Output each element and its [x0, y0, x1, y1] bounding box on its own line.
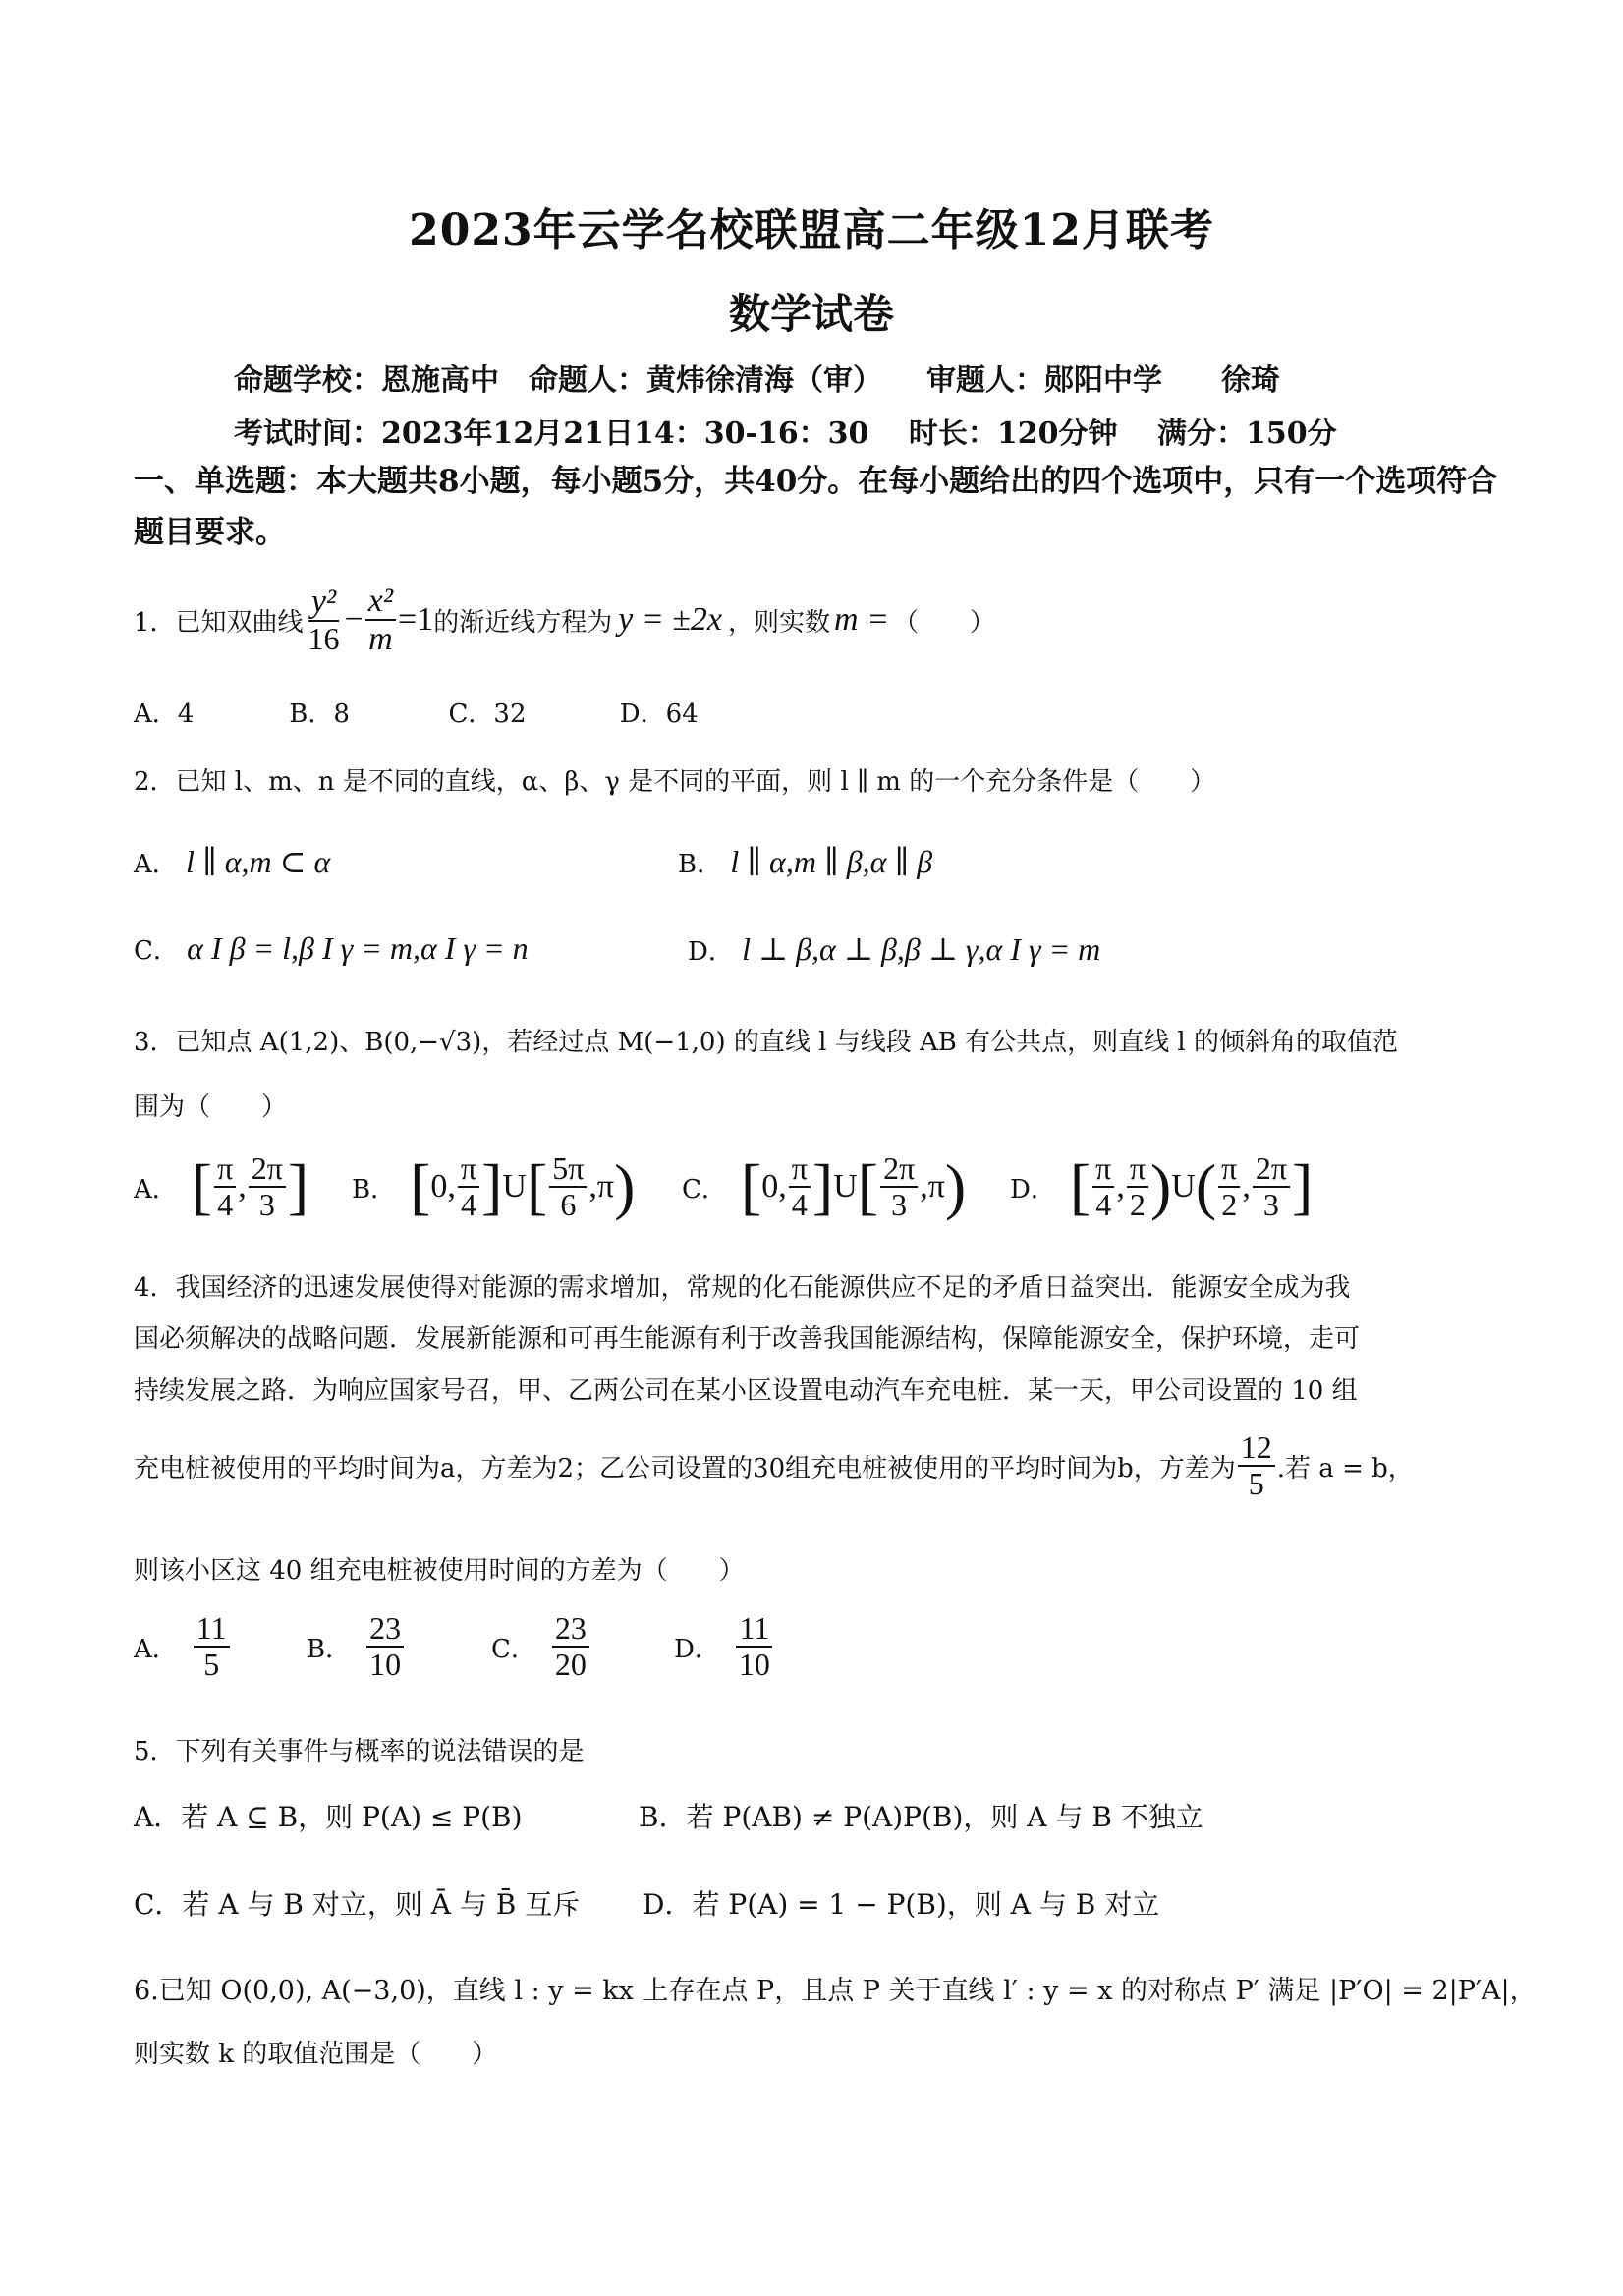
- q4-variance-frac: [1238, 1430, 1275, 1501]
- question-4-line-4: [134, 1430, 1414, 1501]
- q3b-pi: ,π: [588, 1168, 615, 1205]
- q3c-frac1: [789, 1151, 811, 1222]
- q1-minus: −: [344, 601, 364, 639]
- q1-frac-x: [365, 583, 396, 658]
- q2-option-a-label: A．: [134, 850, 178, 879]
- q3d-frac4: [1253, 1151, 1290, 1222]
- q4-option-b-frac: [366, 1611, 404, 1682]
- q3d-frac3-num: π: [1218, 1151, 1240, 1188]
- exam-info-line: 考试时间：2023年12月21日14：30-16：30 时长：120分钟 满分：150分: [234, 417, 1337, 451]
- right-paren-icon: ): [944, 1151, 967, 1222]
- q1-option-d: D．64: [619, 700, 699, 729]
- q3c-union: U: [833, 1168, 858, 1205]
- q3d-frac4-den: 3: [1262, 1187, 1279, 1223]
- q1-frac-x-num: x²: [365, 583, 396, 621]
- left-bracket-icon: [: [740, 1151, 762, 1222]
- question-3-cont: 围为（ ）: [134, 1092, 288, 1122]
- left-bracket-icon: [: [410, 1151, 431, 1222]
- q3b-frac1-den: 4: [461, 1187, 476, 1223]
- q3d-frac4-num: 2π: [1253, 1151, 1290, 1188]
- q2-option-b-label: B．: [678, 850, 723, 879]
- q3c-frac2-num: 2π: [880, 1151, 918, 1188]
- q3d-frac3-den: 2: [1221, 1187, 1238, 1223]
- q2-option-c-label: C．: [134, 936, 179, 966]
- q5-option-c: C．若 A 与 B 对立，则 Ā 与 B̄ 互斥: [134, 1888, 581, 1921]
- q4-line4-end: .若 a = b，: [1276, 1453, 1414, 1484]
- q4-option-c-den: 20: [554, 1647, 587, 1683]
- question-2: 2．已知 l、m、n 是不同的直线，α、β、γ 是不同的平面，则 l ∥ m 的一个充分条件是（ ）: [134, 767, 1216, 797]
- q4-option-b-label: B．: [307, 1634, 352, 1664]
- q4-option-c-num: 23: [552, 1611, 589, 1648]
- q4-option-c: [491, 1611, 674, 1682]
- q3b-frac1-num: π: [458, 1151, 479, 1188]
- q3-option-c: [682, 1151, 1010, 1222]
- q3d-frac2: [1127, 1151, 1148, 1222]
- q3c-pi: ,π: [920, 1168, 945, 1205]
- q3a-frac2-num: 2π: [249, 1151, 286, 1188]
- q4-option-a-num: 11: [194, 1611, 230, 1648]
- q3d-frac1-num: π: [1092, 1151, 1114, 1188]
- q4-line4-text: 充电桩被使用的平均时间为a，方差为2；乙公司设置的30组充电桩被使用的平均时间为b，方差为: [134, 1453, 1236, 1484]
- q3-option-c-label: C．: [682, 1174, 727, 1204]
- q3b-frac2: [549, 1151, 587, 1222]
- left-bracket-icon: [: [857, 1151, 879, 1222]
- q1-prefix: 1．已知双曲线: [134, 607, 304, 638]
- left-bracket-icon: [: [191, 1151, 213, 1222]
- q3d-frac2-den: 2: [1129, 1187, 1146, 1223]
- q3c-frac1-den: 4: [791, 1187, 808, 1223]
- q4-options: [134, 1611, 775, 1682]
- q3a-frac2-den: 3: [258, 1187, 275, 1223]
- q1-options: [134, 694, 699, 730]
- q3a-comma: ,: [238, 1168, 247, 1205]
- q5-option-d: D．若 P(A) = 1 − P(B)，则 A 与 B 对立: [643, 1888, 1160, 1921]
- q2-option-d-label: D．: [688, 937, 734, 967]
- question-1: [134, 583, 995, 658]
- q3b-frac2-num: 5π: [549, 1151, 587, 1188]
- exam-subject: 数学试卷: [728, 290, 894, 338]
- q3b-zero: 0,: [430, 1168, 456, 1205]
- q1-frac-y: [306, 584, 343, 657]
- left-bracket-icon: [: [526, 1151, 548, 1222]
- q3-options: [134, 1151, 1313, 1222]
- q4-option-d-num: 11: [736, 1611, 772, 1648]
- q3b-frac2-den: 6: [560, 1187, 577, 1223]
- q4-option-b-den: 10: [369, 1647, 402, 1683]
- q3-option-a-label: A．: [134, 1174, 178, 1204]
- question-4-line-3: 持续发展之路．为响应国家号召，甲、乙两公司在某小区设置电动汽车充电桩．某一天，甲公司设置的 10 组: [134, 1376, 1358, 1406]
- q4-option-d-frac: [736, 1611, 773, 1682]
- q1-asymptote: y = ±2x: [618, 601, 723, 639]
- q3b-frac1: [458, 1151, 479, 1222]
- q4-option-a: [134, 1611, 307, 1682]
- q3a-frac1: [214, 1151, 236, 1222]
- q1-option-c: C．32: [448, 700, 527, 729]
- question-4-line-1: 4．我国经济的迅速发展使得对能源的需求增加，常规的化石能源供应不足的矛盾日益突出．能源安全成为我: [134, 1273, 1351, 1303]
- q4-option-a-den: 5: [203, 1647, 220, 1683]
- q3d-frac1-den: 4: [1095, 1187, 1112, 1223]
- q3c-zero: 0,: [761, 1168, 787, 1205]
- question-4-line-5: 则该小区这 40 组充电桩被使用时间的方差为（ ）: [134, 1556, 745, 1586]
- q3a-frac2: [249, 1151, 286, 1222]
- right-paren-icon: ): [1149, 1151, 1172, 1222]
- q1-suffix: ，则实数: [728, 607, 831, 638]
- q2-option-c-text: α I β = l,β I γ = m,α I γ = n: [187, 930, 529, 966]
- q1-frac-y-den: 16: [308, 621, 340, 657]
- right-bracket-icon: ]: [481, 1151, 503, 1222]
- exam-title: 2023年云学名校联盟高二年级12月联考: [409, 205, 1214, 255]
- author-line: 命题学校：恩施高中 命题人：黄炜徐清海（审） 审题人：郧阳中学 徐琦: [234, 364, 1280, 398]
- q3d-comma2: ,: [1242, 1168, 1251, 1205]
- q4-option-a-label: A．: [134, 1634, 178, 1664]
- q3-option-d-label: D．: [1010, 1174, 1056, 1204]
- q4-option-d-label: D．: [674, 1634, 720, 1664]
- q3c-frac2: [880, 1151, 918, 1222]
- q2-option-a: [134, 843, 330, 880]
- q4-option-c-label: C．: [491, 1634, 536, 1664]
- question-3: 3．已知点 A(1,2)、B(0,−√3)，若经过点 M(−1,0) 的直线 l 与线段 AB 有公共点，则直线 l 的倾斜角的取值范: [134, 1028, 1398, 1057]
- q3d-frac2-num: π: [1127, 1151, 1148, 1188]
- q2-option-b-text: l ∥ α,m ∥ β,α ∥ β: [730, 844, 933, 879]
- q3c-frac1-num: π: [789, 1151, 811, 1188]
- q3c-frac2-den: 3: [891, 1187, 908, 1223]
- q2-option-b: [678, 843, 932, 880]
- question-6-line-1: 6.已知 O(0,0), A(−3,0)，直线 l : y = kx 上存在点 P，且点 P 关于直线 l′ : y = x 的对称点 P′ 满足 |P′O| = 2|P′A|，: [134, 1976, 1537, 2006]
- q4-variance-num: 12: [1238, 1430, 1275, 1467]
- q3b-union: U: [502, 1168, 527, 1205]
- q3d-frac3: [1218, 1151, 1240, 1222]
- q3d-comma1: ,: [1116, 1168, 1125, 1205]
- q4-option-c-frac: [552, 1611, 589, 1682]
- q4-variance-den: 5: [1248, 1466, 1264, 1502]
- left-paren-icon: (: [1195, 1151, 1217, 1222]
- question-5: 5．下列有关事件与概率的说法错误的是: [134, 1737, 585, 1766]
- q3-option-b: [352, 1151, 682, 1222]
- q2-option-d: [688, 930, 1100, 968]
- right-paren-icon: ): [614, 1151, 636, 1222]
- q3-option-b-label: B．: [352, 1174, 397, 1204]
- q5-option-a: A．若 A ⊆ B，则 P(A) ≤ P(B): [134, 1801, 523, 1833]
- right-bracket-icon: ]: [812, 1151, 834, 1222]
- q3a-frac1-num: π: [214, 1151, 236, 1188]
- q2-option-a-text: l ∥ α,m ⊂ α: [186, 844, 331, 879]
- q1-frac-y-num: y²: [308, 584, 339, 622]
- q1-option-b: B．8: [289, 700, 350, 729]
- q3d-union: U: [1171, 1168, 1196, 1205]
- right-bracket-icon: ]: [1291, 1151, 1314, 1222]
- q1-frac-x-den: m: [368, 621, 393, 658]
- q1-paren: （ ）: [893, 607, 996, 638]
- q3d-frac1: [1092, 1151, 1114, 1222]
- question-4-line-2: 国必须解决的战略问题．发展新能源和可再生能源有利于改善我国能源结构，保障能源安全，保护环境，走可: [134, 1324, 1361, 1354]
- q1-mid: 的渐近线方程为: [433, 607, 613, 638]
- q2-option-d-text: l ⊥ β,α ⊥ β,β ⊥ γ,α I γ = m: [742, 931, 1101, 967]
- question-6-line-2: 则实数 k 的取值范围是（ ）: [134, 2040, 498, 2069]
- q1-eq-one: =1: [398, 601, 434, 639]
- q4-option-a-frac: [194, 1611, 230, 1682]
- section-heading: 一、单选题：本大题共8小题，每小题5分，共40分。在每小题给出的四个选项中，只有一个选项符合题目要求。: [134, 464, 1498, 550]
- q4-option-d-den: 10: [738, 1647, 770, 1683]
- q4-option-b: [307, 1611, 491, 1682]
- right-bracket-icon: ]: [287, 1151, 309, 1222]
- q3-option-a: [134, 1151, 352, 1222]
- q2-option-c: [134, 930, 529, 967]
- q1-m-eq: m =: [834, 601, 890, 639]
- q5-option-b: B．若 P(AB) ≠ P(A)P(B)，则 A 与 B 不独立: [639, 1801, 1203, 1833]
- q1-option-a: A．4: [134, 700, 195, 729]
- q4-option-d: [674, 1611, 775, 1682]
- left-bracket-icon: [: [1069, 1151, 1091, 1222]
- q4-option-b-num: 23: [366, 1611, 404, 1648]
- q3a-frac1-den: 4: [217, 1187, 234, 1223]
- q3-option-d: [1010, 1151, 1313, 1222]
